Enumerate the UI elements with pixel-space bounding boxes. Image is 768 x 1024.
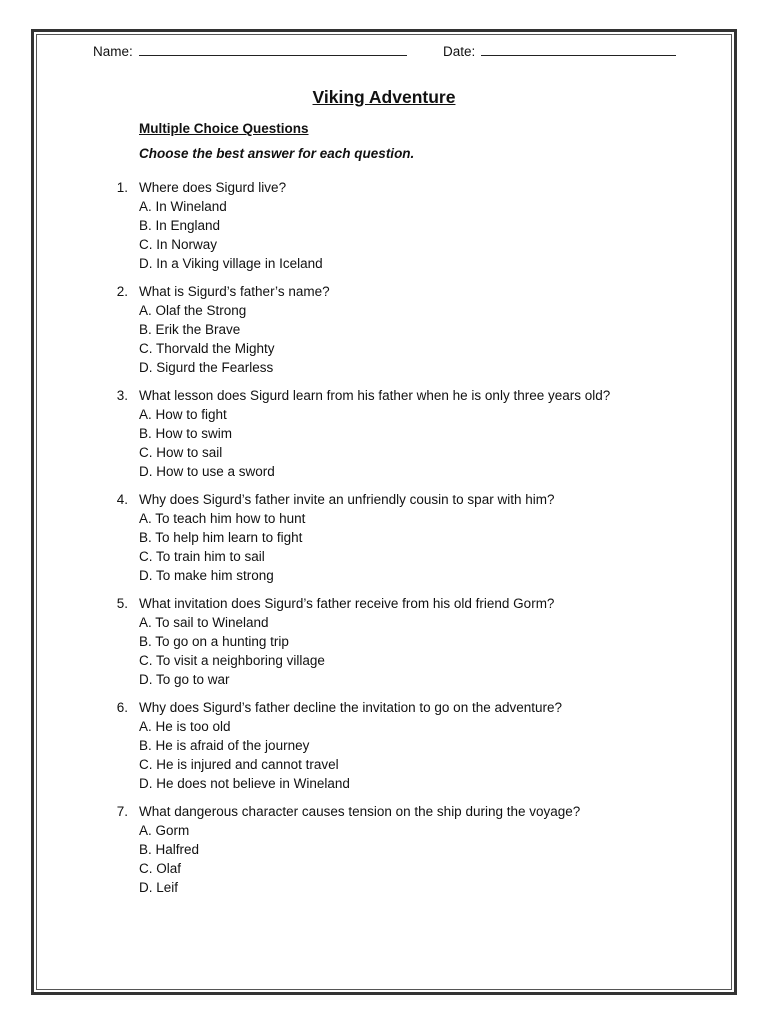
answer-option[interactable]: A. To sail to Wineland [139, 615, 269, 630]
answer-option[interactable]: A. How to fight [139, 407, 227, 422]
question-text: What dangerous character causes tension on the ship during the voyage? [139, 804, 581, 819]
answer-option[interactable]: C. To visit a neighboring village [139, 653, 325, 668]
answer-option[interactable]: A. In Wineland [139, 199, 227, 214]
question-number: 5. [116, 596, 128, 611]
answer-option[interactable]: C. He is injured and cannot travel [139, 757, 339, 772]
answer-option[interactable]: D. To make him strong [139, 568, 274, 583]
question-row [0, 386, 768, 405]
answer-option[interactable]: B. To help him learn to fight [139, 530, 303, 545]
question-row [0, 594, 768, 613]
question-row [0, 698, 768, 717]
question-text: Why does Sigurd’s father decline the invitation to go on the adventure? [139, 700, 563, 715]
answer-option[interactable]: D. Sigurd the Fearless [139, 360, 274, 375]
question-number: 3. [116, 388, 128, 403]
question-row [0, 282, 768, 301]
question-item [0, 802, 768, 897]
question-number: 7. [116, 804, 128, 819]
answer-option[interactable]: D. To go to war [139, 672, 230, 687]
answer-option[interactable]: B. Erik the Brave [139, 322, 241, 337]
answer-option[interactable]: A. Olaf the Strong [139, 303, 247, 318]
answer-option[interactable]: B. Halfred [139, 842, 200, 857]
instructions: Choose the best answer for each question. [139, 146, 415, 161]
question-row [0, 490, 768, 509]
answer-option[interactable]: D. Leif [139, 880, 179, 895]
question-number: 1. [116, 180, 128, 195]
name-label: Name: [93, 44, 133, 59]
question-text: Why does Sigurd’s father invite an unfriendly cousin to spar with him? [139, 492, 555, 507]
date-blank-line[interactable] [481, 43, 676, 56]
question-list [0, 178, 768, 906]
answer-option[interactable]: D. In a Viking village in Iceland [139, 256, 323, 271]
answer-option[interactable]: B. To go on a hunting trip [139, 634, 289, 649]
question-text: What is Sigurd’s father’s name? [139, 284, 330, 299]
answer-option[interactable]: D. How to use a sword [139, 464, 275, 479]
question-text: What lesson does Sigurd learn from his father when he is only three years old? [139, 388, 611, 403]
answer-option[interactable]: B. How to swim [139, 426, 233, 441]
name-blank-line[interactable] [139, 43, 407, 56]
question-item [0, 282, 768, 377]
question-item [0, 178, 768, 273]
question-text: What invitation does Sigurd’s father receive from his old friend Gorm? [139, 596, 555, 611]
date-field [443, 43, 676, 59]
answer-option[interactable]: D. He does not believe in Wineland [139, 776, 350, 791]
question-row [0, 178, 768, 197]
answer-option[interactable]: B. In England [139, 218, 221, 233]
answer-option[interactable]: C. To train him to sail [139, 549, 265, 564]
question-item [0, 698, 768, 793]
question-item [0, 490, 768, 585]
answer-option[interactable]: C. Thorvald the Mighty [139, 341, 275, 356]
answer-option[interactable]: B. He is afraid of the journey [139, 738, 310, 753]
question-number: 4. [116, 492, 128, 507]
question-number: 2. [116, 284, 128, 299]
worksheet-title: Viking Adventure [312, 87, 456, 107]
question-item [0, 594, 768, 689]
section-title: Multiple Choice Questions [139, 121, 309, 136]
answer-option[interactable]: C. In Norway [139, 237, 218, 252]
question-row [0, 802, 768, 821]
answer-option[interactable]: A. To teach him how to hunt [139, 511, 306, 526]
question-text: Where does Sigurd live? [139, 180, 287, 195]
question-number: 6. [116, 700, 128, 715]
answer-option[interactable]: A. Gorm [139, 823, 190, 838]
answer-option[interactable]: A. He is too old [139, 719, 231, 734]
answer-option[interactable]: C. Olaf [139, 861, 182, 876]
question-item [0, 386, 768, 481]
name-field [93, 43, 407, 59]
date-label: Date: [443, 44, 476, 59]
answer-option[interactable]: C. How to sail [139, 445, 223, 460]
